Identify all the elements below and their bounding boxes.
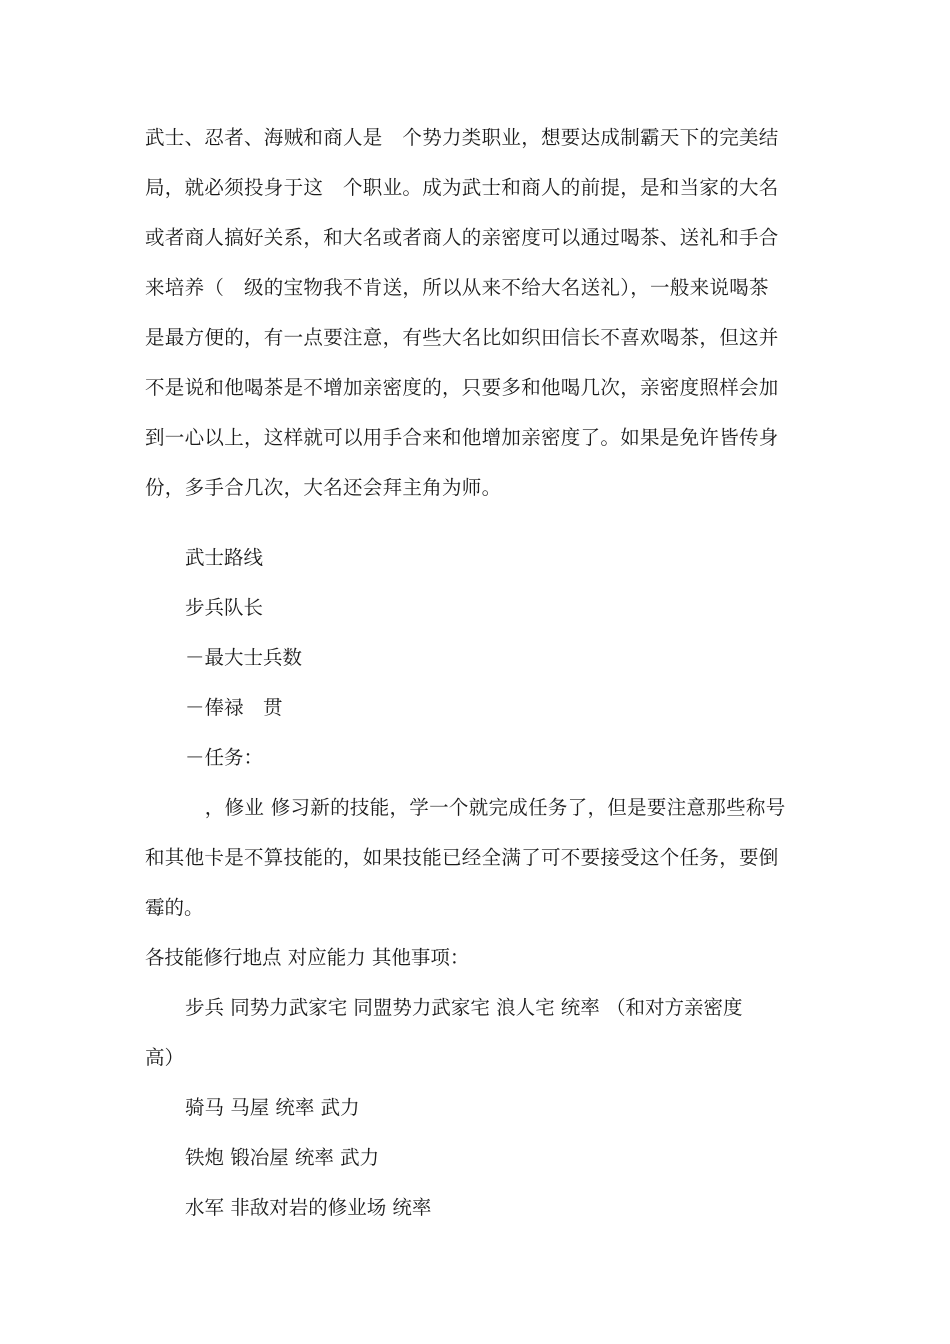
intro-line-2: 局，就必须投身于这 个职业。成为武士和商人的前提，是和当家的大名 — [145, 176, 779, 199]
rank-title: 步兵队长 — [185, 596, 264, 619]
skill-gun: 铁炮 锻冶屋 统率 武力 — [185, 1146, 380, 1169]
task-line-1: ，修业 修习新的技能，学一个就完成任务了，但是要注意那些称号 — [185, 796, 786, 819]
intro-line-5: 是最方便的，有一点要注意，有些大名比如织田信长不喜欢喝茶，但这并 — [145, 326, 779, 349]
intro-line-4: 来培养（ 级的宝物我不肯送，所以从来不给大名送礼），一般来说喝茶 — [145, 276, 769, 299]
task-line-3: 霉的。 — [145, 896, 204, 919]
skill-infantry-line-1: 步兵 同势力武家宅 同盟势力武家宅 浪人宅 统率 （和对方亲密度 — [185, 996, 743, 1019]
intro-line-1: 武士、忍者、海贼和商人是 个势力类职业，想要达成制霸天下的完美结 — [145, 126, 779, 149]
list-item-max-soldiers: －最大士兵数 — [185, 646, 303, 669]
list-item-salary: －俸禄 贯 — [185, 696, 283, 719]
skills-header: 各技能修行地点 对应能力 其他事项： — [145, 946, 470, 969]
section-heading: 武士路线 — [185, 546, 264, 569]
intro-line-7: 到一心以上，这样就可以用手合来和他增加亲密度了。如果是免许皆传身 — [145, 426, 779, 449]
skill-navy: 水军 非敌对岩的修业场 统率 — [185, 1196, 432, 1219]
intro-line-3: 或者商人搞好关系，和大名或者商人的亲密度可以通过喝茶、送礼和手合 — [145, 226, 779, 249]
skill-cavalry: 骑马 马屋 统率 武力 — [185, 1096, 360, 1119]
intro-line-8: 份，多手合几次，大名还会拜主角为师。 — [145, 476, 502, 499]
task-line-2: 和其他卡是不算技能的，如果技能已经全满了可不要接受这个任务，要倒 — [145, 846, 779, 869]
list-item-task: －任务： — [185, 746, 264, 769]
intro-line-6: 不是说和他喝茶是不增加亲密度的，只要多和他喝几次，亲密度照样会加 — [145, 376, 779, 399]
skill-infantry-line-2: 高） — [145, 1046, 185, 1069]
